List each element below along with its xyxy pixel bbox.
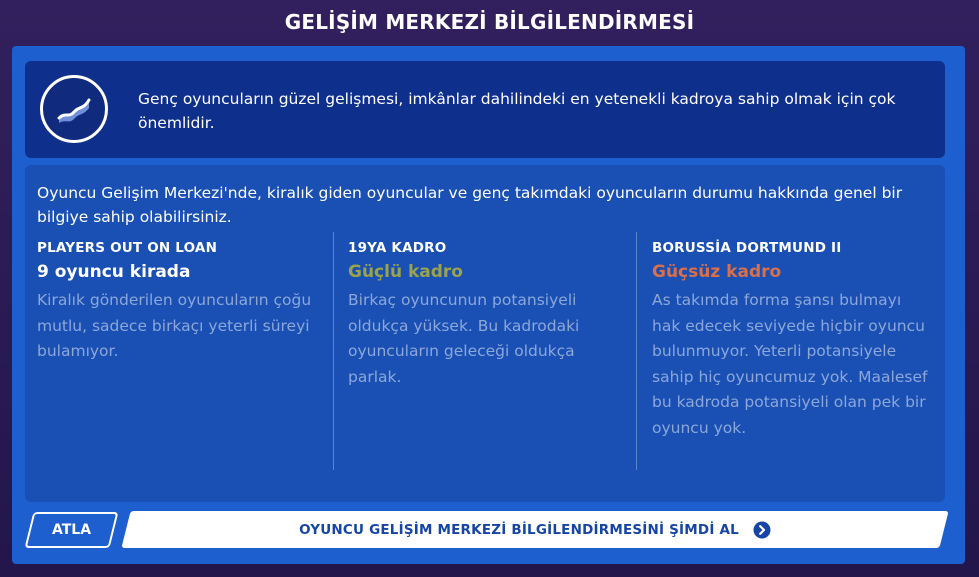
banner-text: Genç oyuncuların güzel gelişmesi, imkânlar dahilindeki en yetenekli kadroya sahip olmak için çok önemlidir. <box>138 90 896 132</box>
reserve-heading: BORUSSİA DORTMUND II <box>652 240 842 256</box>
reserve-column <box>652 239 932 441</box>
get-briefing-button-content[interactable] <box>126 511 944 548</box>
dialog-title: GELİŞİM MERKEZİ BİLGİLENDİRMESİ <box>284 10 695 34</box>
reserve-status: Güçsüz kadro <box>652 262 782 282</box>
content-area <box>25 165 945 502</box>
chevron-right-circle-icon <box>753 521 771 539</box>
get-briefing-label[interactable]: OYUNCU GELİŞİM MERKEZİ BİLGİLENDİRMESİNİ ŞİMDİ AL <box>299 521 739 538</box>
loan-heading: PLAYERS OUT ON LOAN <box>37 240 218 256</box>
loan-description: Kiralık gönderilen oyuncuların çoğu mutlu, sadece birkaçı yeterli süreyi bulamıyor. <box>37 291 312 360</box>
intro-text: Oyuncu Gelişim Merkezi'nde, kiralık giden oyuncular ve genç takımdaki oyuncuların durumu hakkında genel bir bilgiye sahip olabilirsiniz. <box>37 184 903 226</box>
column-divider <box>636 232 637 470</box>
loan-status: 9 oyuncu kirada <box>37 262 191 282</box>
youth-description: Birkaç oyuncunun potansiyeli oldukça yüksek. Bu kadrodaki oyuncuların geleceği oldukça parlak. <box>348 291 580 386</box>
skip-button-label[interactable]: ATLA <box>51 522 92 538</box>
youth-column <box>348 239 618 390</box>
loan-column <box>37 239 327 365</box>
info-banner <box>25 61 945 158</box>
youth-heading: 19YA KADRO <box>348 240 447 256</box>
dialog-panel <box>12 46 965 564</box>
youth-status: Güçlü kadro <box>348 262 463 282</box>
reserve-description: As takımda forma şansı bulmayı hak edecek seviyede hiçbir oyuncu bulunmuyor. Yeterli potansiyele sahip hiç oyuncumuz yok. Maalesef bu kadroda potansiyeli olan pek bir oyuncu yok. <box>652 291 928 437</box>
column-divider <box>333 232 334 470</box>
growth-chart-icon <box>40 75 108 143</box>
